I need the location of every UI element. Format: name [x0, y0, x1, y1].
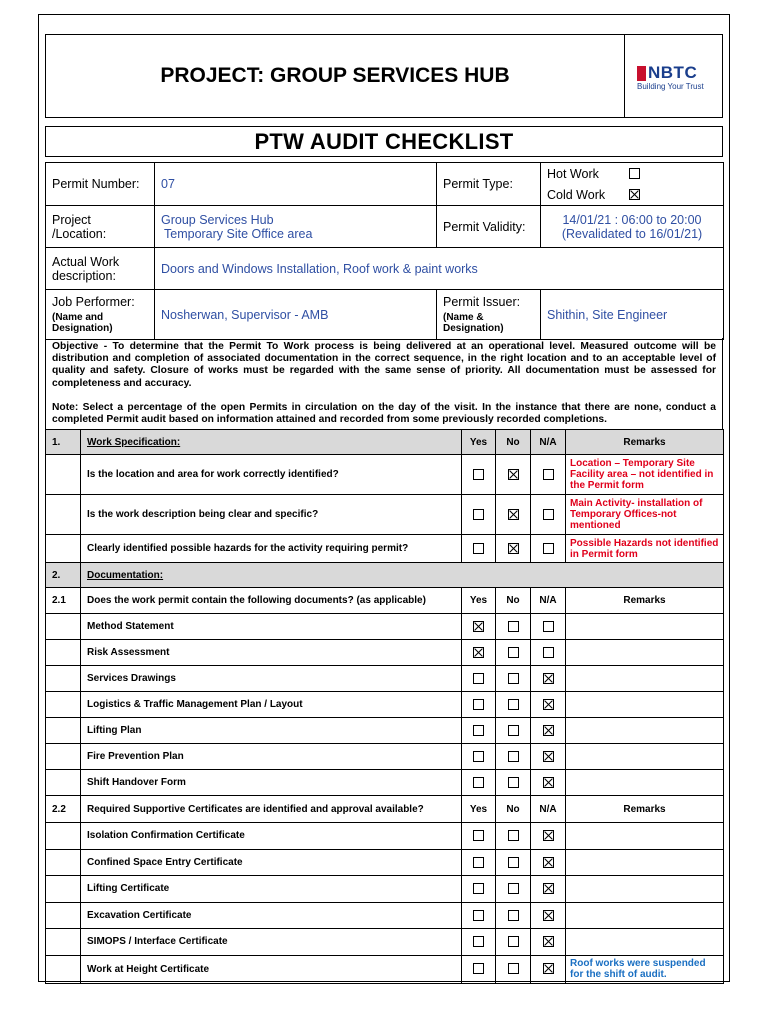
permit-number-label: Permit Number:	[46, 163, 155, 206]
permit-type-options	[541, 163, 724, 206]
certificate-name: Confined Space Entry Certificate	[81, 849, 462, 876]
section-title: Work Specification:	[87, 436, 181, 448]
yes-checkbox[interactable]	[473, 469, 484, 480]
no-checkbox[interactable]	[508, 543, 519, 554]
na-checkbox[interactable]	[543, 699, 554, 710]
hot-work-checkbox[interactable]	[629, 168, 640, 179]
project-title: PROJECT: GROUP SERVICES HUB	[160, 64, 510, 87]
document-title: PTW AUDIT CHECKLIST	[45, 126, 723, 157]
na-checkbox[interactable]	[543, 509, 554, 520]
na-checkbox[interactable]	[543, 673, 554, 684]
no-checkbox[interactable]	[508, 509, 519, 520]
no-checkbox[interactable]	[508, 883, 519, 894]
yes-checkbox[interactable]	[473, 857, 484, 868]
remark-text: Roof works were suspended for the shift of audit.	[566, 955, 724, 983]
no-checkbox[interactable]	[508, 910, 519, 921]
na-checkbox[interactable]	[543, 883, 554, 894]
col-remarks: Remarks	[566, 588, 724, 614]
table-row	[46, 535, 724, 563]
permit-info-table	[45, 162, 724, 340]
na-checkbox[interactable]	[543, 543, 554, 554]
na-checkbox[interactable]	[543, 857, 554, 868]
remark-text: Location – Temporary Site Facility area – not identified in the Permit form	[566, 455, 724, 495]
no-checkbox[interactable]	[508, 647, 519, 658]
na-checkbox[interactable]	[543, 725, 554, 736]
certificate-name: Lifting Certificate	[81, 876, 462, 903]
table-row	[46, 744, 724, 770]
project-location-value	[155, 206, 437, 248]
section-2-header	[46, 563, 724, 588]
document-name: Method Statement	[81, 614, 462, 640]
na-checkbox[interactable]	[543, 751, 554, 762]
table-row	[46, 455, 724, 495]
table-row	[46, 495, 724, 535]
no-checkbox[interactable]	[508, 936, 519, 947]
job-performer-sub: (Name and Designation)	[52, 312, 113, 334]
permit-validity-value	[541, 206, 724, 248]
logo-cell	[624, 35, 723, 117]
project-location-label: Project /Location:	[46, 206, 155, 248]
permit-issuer-label: Permit Issuer:	[443, 295, 521, 309]
checklist-table	[45, 429, 724, 984]
no-checkbox[interactable]	[508, 963, 519, 974]
question-text: Is the location and area for work correctly identified?	[81, 455, 462, 495]
table-row	[46, 929, 724, 956]
certificate-name: Isolation Confirmation Certificate	[81, 823, 462, 850]
cold-work-checkbox[interactable]	[629, 189, 640, 200]
col-na: N/A	[531, 430, 566, 455]
yes-checkbox[interactable]	[473, 830, 484, 841]
document-name: Lifting Plan	[81, 718, 462, 744]
remark-text	[566, 876, 724, 903]
section-number: 2.	[46, 563, 81, 588]
na-checkbox[interactable]	[543, 910, 554, 921]
job-performer-cell	[46, 290, 155, 340]
section-title: Documentation:	[87, 569, 164, 581]
yes-checkbox[interactable]	[473, 543, 484, 554]
logo-tagline: Building Your Trust	[637, 82, 704, 91]
no-checkbox[interactable]	[508, 699, 519, 710]
col-yes: Yes	[462, 796, 496, 823]
no-checkbox[interactable]	[508, 673, 519, 684]
cold-work-label: Cold Work	[547, 187, 606, 202]
objective-text: Objective - To determine that the Permit To Work process is being delivered at an operational level. Measured outcome will be distribution and completion of associated documentation in the correct sequence, in the right location and to an acceptable level of quality and safety. Closure of works must be regarded with the same sense of priority. All documentation must be assessed for completeness and accuracy.	[52, 341, 716, 389]
question-text: Clearly identified possible hazards for the activity requiring permit?	[81, 535, 462, 563]
section-1-header	[46, 430, 724, 455]
question-text: Is the work description being clear and specific?	[81, 495, 462, 535]
document-name: Logistics & Traffic Management Plan / Layout	[81, 692, 462, 718]
yes-checkbox[interactable]	[473, 936, 484, 947]
job-performer-label: Job Performer:	[52, 295, 135, 309]
document-name: Services Drawings	[81, 666, 462, 692]
permit-number-value: 07	[155, 163, 437, 206]
col-na: N/A	[531, 588, 566, 614]
permit-issuer-sub: (Name & Designation)	[443, 312, 504, 334]
col-no: No	[496, 796, 531, 823]
certificate-name: Work at Height Certificate	[81, 955, 462, 983]
permit-issuer-value: Shithin, Site Engineer	[541, 290, 724, 340]
table-row	[46, 955, 724, 983]
yes-checkbox[interactable]	[473, 673, 484, 684]
table-row	[46, 876, 724, 903]
question-text: Required Supportive Certificates are identified and approval available?	[81, 796, 462, 823]
no-checkbox[interactable]	[508, 830, 519, 841]
yes-checkbox[interactable]	[473, 621, 484, 632]
na-checkbox[interactable]	[543, 469, 554, 480]
no-checkbox[interactable]	[508, 725, 519, 736]
permit-issuer-cell	[437, 290, 541, 340]
permit-validity-label: Permit Validity:	[437, 206, 541, 248]
col-remarks: Remarks	[566, 430, 724, 455]
certificate-name: Excavation Certificate	[81, 902, 462, 929]
remark-text	[566, 849, 724, 876]
validity-line-2: (Revalidated to 16/01/21)	[561, 226, 703, 241]
yes-checkbox[interactable]	[473, 910, 484, 921]
yes-checkbox[interactable]	[473, 963, 484, 974]
logo-text: NBTC	[648, 63, 698, 82]
col-yes: Yes	[462, 588, 496, 614]
document-name: Shift Handover Form	[81, 770, 462, 796]
section-number: 1.	[46, 430, 81, 455]
yes-checkbox[interactable]	[473, 751, 484, 762]
remark-text: Main Activity- installation of Temporary Offices-not mentioned	[566, 495, 724, 535]
document-name: Risk Assessment	[81, 640, 462, 666]
yes-checkbox[interactable]	[473, 647, 484, 658]
col-remarks: Remarks	[566, 796, 724, 823]
document-name: Fire Prevention Plan	[81, 744, 462, 770]
no-checkbox[interactable]	[508, 857, 519, 868]
no-checkbox[interactable]	[508, 751, 519, 762]
na-checkbox[interactable]	[543, 777, 554, 788]
yes-checkbox[interactable]	[473, 509, 484, 520]
yes-checkbox[interactable]	[473, 777, 484, 788]
no-checkbox[interactable]	[508, 777, 519, 788]
question-number: 2.1	[46, 588, 81, 614]
validity-line-1: 14/01/21 : 06:00 to 20:00	[562, 212, 702, 227]
yes-checkbox[interactable]	[473, 699, 484, 710]
col-no: No	[496, 588, 531, 614]
yes-checkbox[interactable]	[473, 725, 484, 736]
table-row	[46, 902, 724, 929]
table-row	[46, 692, 724, 718]
table-row	[46, 614, 724, 640]
nbtc-logo	[637, 63, 717, 91]
col-yes: Yes	[462, 430, 496, 455]
remark-text	[566, 929, 724, 956]
col-no: No	[496, 430, 531, 455]
table-row	[46, 849, 724, 876]
q21-header-row	[46, 588, 724, 614]
table-row	[46, 666, 724, 692]
project-line-1: Group Services Hub	[161, 212, 274, 227]
question-number: 2.2	[46, 796, 81, 823]
objective-box	[45, 338, 723, 430]
table-row	[46, 770, 724, 796]
remark-text	[566, 823, 724, 850]
actual-work-value: Doors and Windows Installation, Roof work & paint works	[155, 248, 724, 290]
remark-text	[566, 902, 724, 929]
yes-checkbox[interactable]	[473, 883, 484, 894]
header-box	[45, 34, 723, 118]
certificate-name: SIMOPS / Interface Certificate	[81, 929, 462, 956]
na-checkbox[interactable]	[543, 963, 554, 974]
na-checkbox[interactable]	[543, 830, 554, 841]
na-checkbox[interactable]	[543, 647, 554, 658]
remark-text: Possible Hazards not identified in Permit form	[566, 535, 724, 563]
table-row	[46, 718, 724, 744]
note-text: Note: Select a percentage of the open Permits in circulation on the day of the visit. In the instance that there are none, conduct a completed Permit audit based on information attained and recorded from some previously recorded completions.	[52, 401, 716, 426]
table-row	[46, 823, 724, 850]
actual-work-label: Actual Work description:	[46, 248, 155, 290]
q22-header-row	[46, 796, 724, 823]
col-na: N/A	[531, 796, 566, 823]
table-row	[46, 640, 724, 666]
hot-work-label: Hot Work	[547, 166, 599, 181]
project-line-2: Temporary Site Office area	[164, 226, 313, 241]
question-text: Does the work permit contain the following documents? (as applicable)	[81, 588, 462, 614]
na-checkbox[interactable]	[543, 936, 554, 947]
no-checkbox[interactable]	[508, 621, 519, 632]
job-performer-value: Nosherwan, Supervisor - AMB	[155, 290, 437, 340]
no-checkbox[interactable]	[508, 469, 519, 480]
logo-mark-icon	[637, 66, 646, 81]
permit-type-label: Permit Type:	[437, 163, 541, 206]
na-checkbox[interactable]	[543, 621, 554, 632]
